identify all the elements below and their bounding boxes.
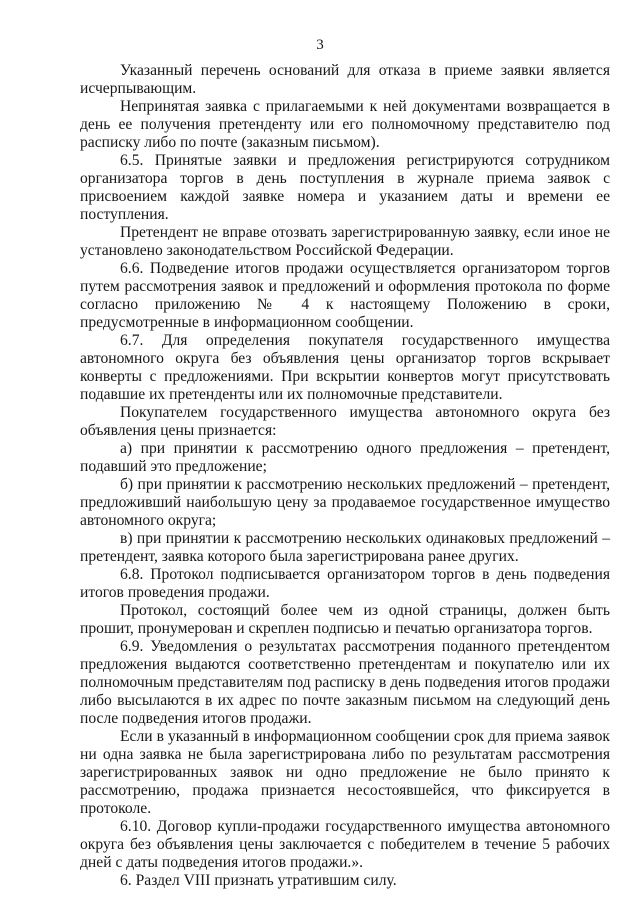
paragraph: Если в указанный в информационном сообщении срок для приема заявок ни одна заявка не была зарегистрирована либо по результатам рассмотрения зарегистрированных заявок ни одно предложение не было принято к рассмотрению, продажа признается несостоявшейся, что фиксируется в протоколе. — [80, 728, 610, 817]
page-number: 3 — [316, 37, 324, 53]
paragraph: Указанный перечень оснований для отказа в приеме заявки является исчерпывающим. — [80, 62, 610, 97]
paragraph: 6.8. Протокол подписывается организатором торгов в день подведения итогов проведения продажи. — [80, 566, 610, 601]
paragraph: б) при принятии к рассмотрению нескольких предложений – претендент, предложивший наибольшую цену за продаваемое государственное имущество автономного округа; — [80, 476, 610, 529]
paragraph: Покупателем государственного имущества автономного округа без объявления цены признается: — [80, 404, 610, 439]
paragraph: Протокол, состоящий более чем из одной страницы, должен быть прошит, пронумерован и скреплен подписью и печатью организатора торгов. — [80, 602, 610, 637]
paragraph: 6.9. Уведомления о результатах рассмотрения поданного претендентом предложения выдаются соответственно претендентам и покупателю или их полномочным представителям под расписку в день подведения итогов продажи либо высылаются в их адрес по почте заказным письмом на следующий день после подведения итогов продажи. — [80, 638, 610, 727]
document-body — [80, 62, 610, 890]
paragraph: а) при принятии к рассмотрению одного предложения – претендент, подавший это предложение; — [80, 440, 610, 475]
paragraph: в) при принятии к рассмотрению нескольких одинаковых предложений – претендент, заявка которого была зарегистрирована ранее других. — [80, 530, 610, 565]
paragraph: 6.5. Принятые заявки и предложения регистрируются сотрудником организатора торгов в день поступления в журнале приема заявок с присвоением каждой заявке номера и указанием даты и времени ее поступления. — [80, 152, 610, 223]
paragraph: Непринятая заявка с прилагаемыми к ней документами возвращается в день ее получения претенденту или его полномочному представителю под расписку либо по почте (заказным письмом). — [80, 98, 610, 151]
paragraph: 6.10. Договор купли-продажи государственного имущества автономного округа без объявления цены заключается с победителем в течение 5 рабочих дней с даты подведения итогов продажи.». — [80, 818, 610, 871]
paragraph: 6. Раздел VIII признать утратившим силу. — [120, 872, 397, 889]
paragraph: Претендент не вправе отозвать зарегистрированную заявку, если иное не установлено законодательством Российской Федерации. — [80, 224, 610, 259]
paragraph: 6.7. Для определения покупателя государственного имущества автономного округа без объявления цены организатор торгов вскрывает конверты с предложениями. При вскрытии конвертов могут присутствовать подавшие их претенденты или их полномочные представители. — [80, 332, 610, 403]
paragraph: 6.6. Подведение итогов продажи осуществляется организатором торгов путем рассмотрения заявок и предложений и оформления протокола по форме согласно приложению № 4 к настоящему Положению в сроки, предусмотренные в информационном сообщении. — [80, 260, 610, 331]
